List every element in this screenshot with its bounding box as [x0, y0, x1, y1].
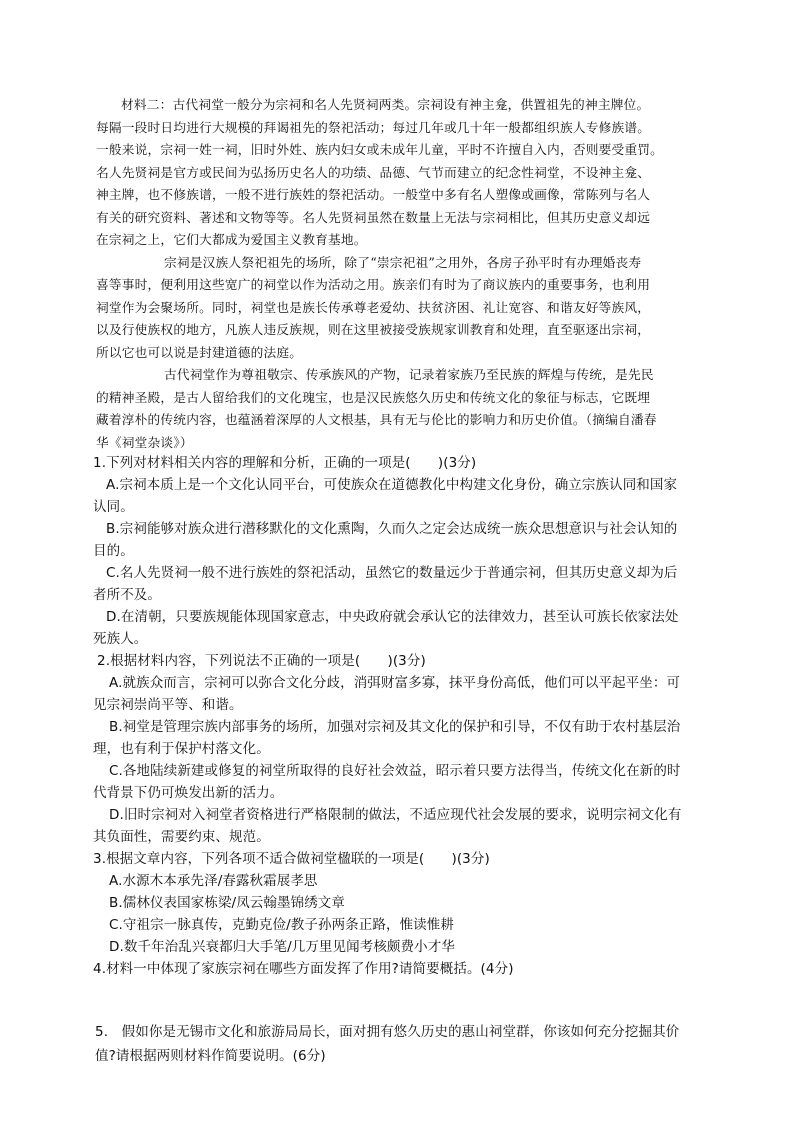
question-option: A.水源木本承先泽/春露秋霜展孝思: [109, 873, 318, 889]
question-option-cont: 死族人。: [93, 631, 148, 647]
question-option: A.就族众而言，宗祠可以弥合文化分歧，消弭财富多寡，抹平身份高低，他们可以平起平坐：可: [109, 675, 681, 691]
material-line: 古代祠堂作为尊祖敬宗、传承族风的产物，记录着家族乃至民族的辉煌与传统，是先民: [164, 367, 654, 382]
question-option-cont: 目的。: [93, 543, 134, 559]
material-line: 材料二：古代祠堂一般分为宗祠和名人先贤祠两类。宗祠设有神主龛，供置祖先的神主牌位。: [121, 97, 650, 112]
question-stem: 1.下列对材料相关内容的理解和分析，正确的一项是( )(3分): [93, 455, 477, 471]
question-option-cont: 其负面性，需要约束、规范。: [93, 829, 270, 845]
question-stem: 3.根据文章内容，下列各项不适合做祠堂楹联的一项是( )(3分): [93, 851, 490, 867]
question-option-cont: 认同。: [93, 499, 134, 515]
question-option: B.宗祠能够对族众进行潜移默化的文化熏陶，久而久之定会达成统一族众思想意识与社会认知的: [106, 521, 678, 537]
question-stem: 5. 假如你是无锡市文化和旅游局局长，面对拥有悠久历史的惠山祠堂群，你该如何充分挖掘其价: [95, 1024, 680, 1040]
material-line: 神主牌，也不修族谱，一般不进行族姓的祭祀活动。一般堂中多有名人塑像或画像，常陈列与名人: [96, 187, 651, 202]
material-line: 每隔一段时日均进行大规模的拜谒祖先的祭祀活动；每过几年或几十年一般都组织族人专修族谱。: [96, 120, 651, 135]
material-line: 喜等事时，便利用这些宽广的祠堂以作为活动之用。族亲们有时为了商议族内的重要事务，也利用: [96, 277, 651, 292]
question-option: D.在清朝，只要族规能体现国家意志，中央政府就会承认它的法律效力，甚至认可族长依家法处: [106, 609, 679, 625]
material-line: 祠堂作为会聚场所。同时，祠堂也是族长传承尊老爱幼、扶贫济困、礼让宽容、和谐友好等族风，: [96, 300, 651, 315]
question-stem: 4.材料一中体现了家族宗祠在哪些方面发挥了作用?请简要概括。(4分): [93, 961, 514, 977]
material-line: 名人先贤祠是官方或民间为弘扬历史名人的功绩、品德、气节而建立的纪念性祠堂，不设神主龛、: [96, 165, 651, 180]
material-line: 宗祠是汉族人祭祀祖先的场所，除了“崇宗祀祖”之用外，各房子孙平时有办理婚丧寿: [164, 255, 642, 270]
question-stem-cont: 值?请根据两则材料作简要说明。(6分): [95, 1048, 326, 1064]
question-option: D.数千年治乱兴衰都归大手笔/几万里见闻考核颇费小才华: [109, 939, 455, 955]
material-line: 有关的研究资料、著述和文物等等。名人先贤祠虽然在数量上无法与宗祠相比，但其历史意义却远: [96, 210, 651, 225]
question-option: C.各地陆续新建或修复的祠堂所取得的良好社会效益，昭示着只要方法得当，传统文化在新的时: [109, 763, 681, 779]
question-option: A.宗祠本质上是一个文化认同平台，可使族众在道德教化中构建文化身份，确立宗族认同和国家: [106, 477, 678, 493]
question-stem: 2.根据材料内容，下列说法不正确的一项是( )(3分): [97, 653, 426, 669]
material-line: 的精神圣殿，是古人留给我们的文化瑰宝，也是汉民族悠久历史和传统文化的象征与标志，它既埋: [96, 390, 651, 405]
question-option: B.祠堂是管理宗族内部事务的场所，加强对宗祠及其文化的保护和引导，不仅有助于农村基层治: [109, 719, 681, 735]
question-option: C.名人先贤祠一般不进行族姓的祭祀活动，虽然它的数量远少于普通宗祠，但其历史意义却为后: [106, 565, 678, 581]
question-option-cont: 理，也有利于保护村落文化。: [93, 741, 270, 757]
material-line: 藏着淳朴的传统内容，也蕴涵着深厚的人文根基，具有无与伦比的影响力和历史价值。（摘编自潘春: [96, 412, 657, 427]
question-option-cont: 者所不及。: [93, 587, 161, 603]
question-option: C.守祖宗一脉真传，克勤克俭/教子孙两条正路，惟读惟耕: [109, 917, 454, 933]
material-line: 所以它也可以说是封建道德的法庭。: [96, 345, 303, 360]
material-line: 以及行使族权的地方，凡族人违反族规，则在这里被接受族规家训教育和处理，直至驱逐出宗祠，: [96, 322, 651, 337]
material-line: 在宗祠之上，它们大都成为爱国主义教育基地。: [96, 232, 367, 247]
material-line: 一般来说，宗祠一姓一祠，旧时外姓、族内妇女或未成年儿童，平时不许擅自入内，否则要受重罚。: [96, 142, 664, 157]
question-option-cont: 见宗祠崇尚平等、和谐。: [93, 697, 243, 713]
question-option: B.儒林仪表国家栋梁/凤云翰墨锦绣文章: [109, 895, 346, 911]
question-option: D.旧时宗祠对入祠堂者资格进行严格限制的做法，不适应现代社会发展的要求，说明宗祠文化有: [109, 807, 682, 823]
question-option-cont: 代背景下仍可焕发出新的活力。: [93, 785, 284, 801]
material-line: 华《祠堂杂谈》）: [96, 435, 193, 450]
